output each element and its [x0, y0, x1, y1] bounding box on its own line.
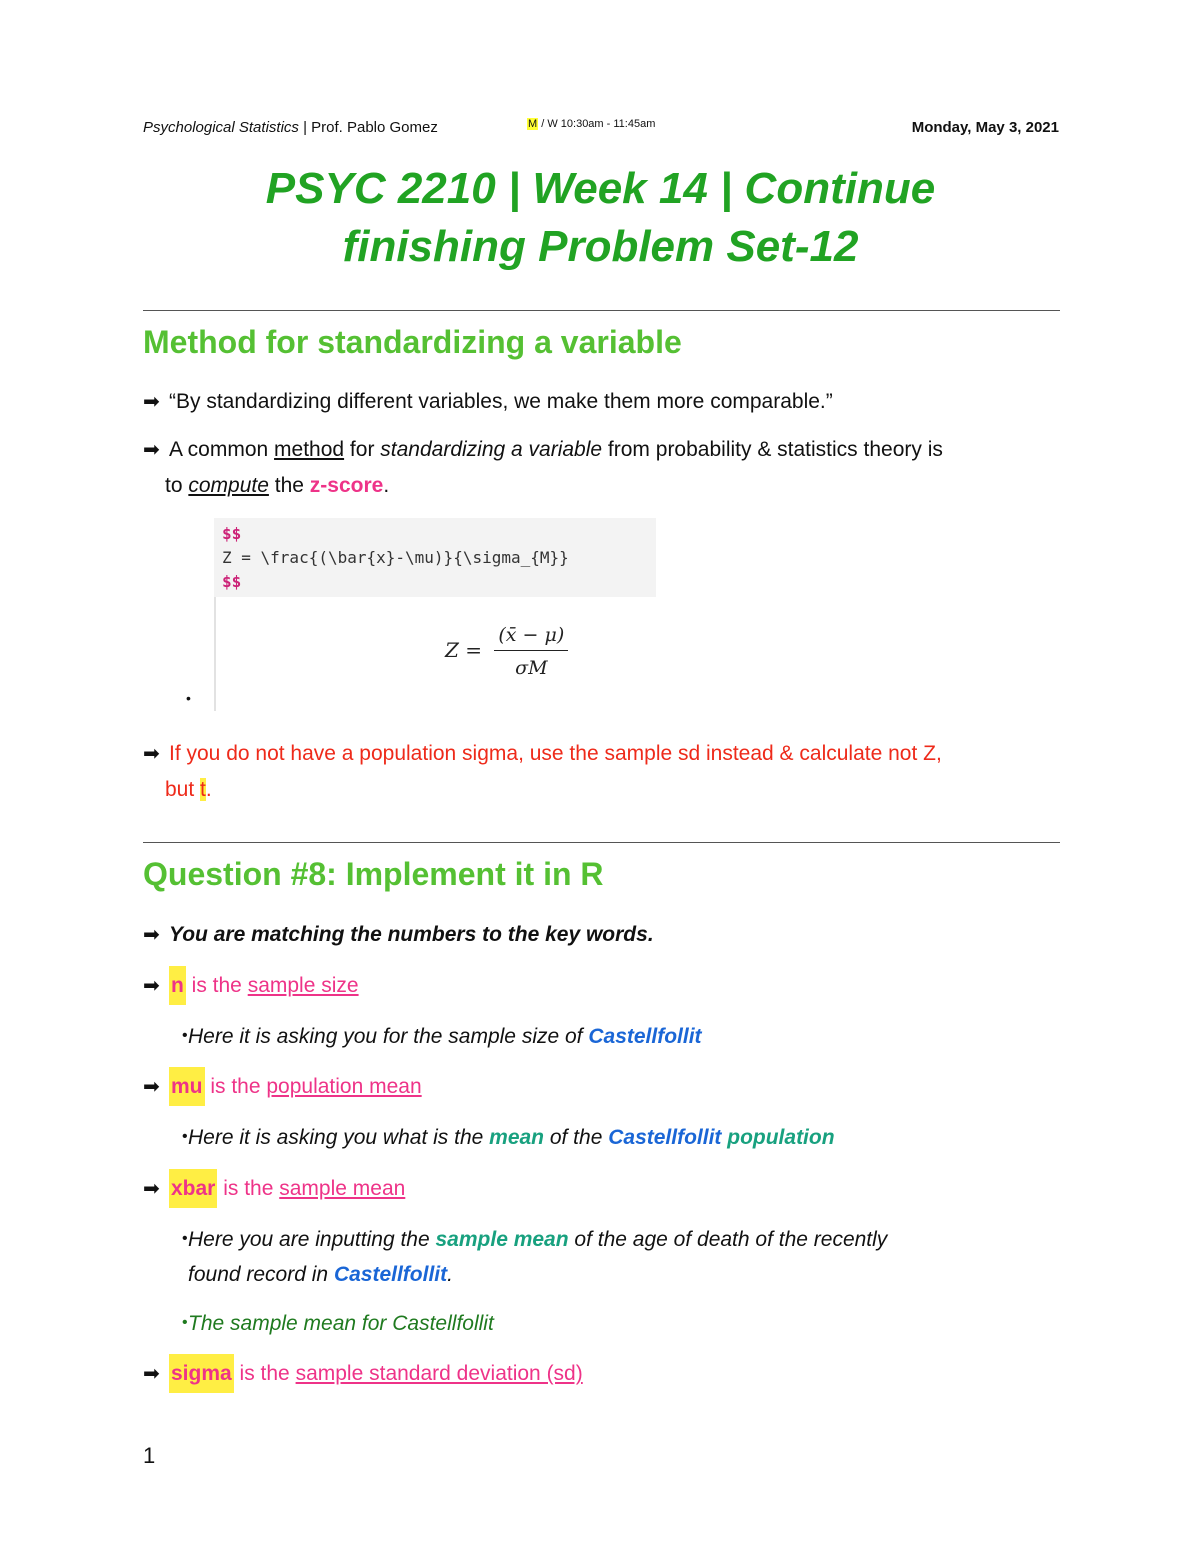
text: is the	[233, 1362, 296, 1385]
text: A common	[169, 438, 275, 461]
z-score-term: z-score	[309, 474, 384, 497]
sub-item-xbar-2	[182, 1306, 1068, 1341]
arrow-icon: ➡	[143, 391, 160, 413]
course-name: Psychological Statistics	[143, 119, 299, 136]
place-name: Castellfollit	[333, 1263, 448, 1286]
math-preview-border	[214, 597, 216, 711]
header-date: Monday, May 3, 2021	[911, 119, 1059, 136]
method-word: method	[274, 438, 345, 461]
text: .	[383, 474, 390, 497]
bullet-icon: •	[182, 1230, 188, 1247]
divider	[143, 842, 1060, 843]
page-number: 1	[143, 1443, 156, 1468]
header-schedule	[527, 118, 655, 130]
quote-paragraph	[143, 384, 1063, 420]
bullet-icon: •	[182, 1128, 188, 1145]
text: but	[165, 778, 201, 801]
mean-term: mean	[489, 1126, 544, 1149]
compute-word: compute	[188, 474, 269, 497]
text: .	[447, 1263, 453, 1286]
place-name: Castellfollit	[588, 1025, 702, 1048]
quote-text: “By standardizing different variables, we make them more comparable.”	[169, 390, 833, 413]
text: Here it is asking you for the sample size of	[188, 1025, 589, 1048]
text: for	[344, 438, 381, 461]
text: to	[165, 474, 189, 497]
text: of the	[544, 1126, 609, 1149]
title-line-1: PSYC 2210 | Week 14 | Continue	[265, 164, 936, 213]
key-word: sigma	[169, 1354, 234, 1393]
arrow-icon: ➡	[143, 975, 160, 997]
key-definition: sample size	[247, 974, 359, 997]
text: the	[268, 474, 310, 497]
schedule-time: / W 10:30am - 11:45am	[538, 118, 656, 130]
key-definition: sample standard deviation (sd)	[295, 1362, 583, 1385]
formula-numerator: (x̄ − μ)	[494, 624, 568, 651]
list-item-sigma	[143, 1356, 1063, 1392]
arrow-icon: ➡	[143, 439, 160, 461]
standardizing-phrase: standardizing a variable	[380, 438, 603, 461]
t-term: t	[200, 778, 206, 801]
key-definition: population mean	[266, 1075, 422, 1098]
method-paragraph	[143, 432, 1063, 503]
title-line-2: finishing Problem Set-12	[342, 222, 859, 271]
divider	[143, 310, 1060, 311]
header-course	[143, 118, 438, 138]
text: from probability & statistics theory is	[602, 438, 943, 461]
text: of the age of death of the recently	[568, 1228, 888, 1251]
page-title	[143, 160, 1058, 276]
z-formula	[445, 624, 568, 679]
arrow-icon: ➡	[143, 1363, 160, 1385]
sub-item-mu	[182, 1120, 1068, 1155]
professor-name: Prof. Pablo Gomez	[311, 119, 438, 136]
arrow-icon: ➡	[143, 1076, 160, 1098]
text: is the	[217, 1177, 280, 1200]
sample-mean-term: sample mean	[435, 1228, 569, 1251]
formula-lhs: Z =	[445, 638, 483, 662]
text: is the	[185, 974, 248, 997]
list-item-mu	[143, 1069, 1063, 1105]
text: found record in	[188, 1263, 334, 1286]
text: The sample mean for Castellfollit	[188, 1312, 494, 1335]
latex-code-block	[214, 518, 656, 597]
population-term: population	[721, 1126, 835, 1149]
arrow-icon: ➡	[143, 1178, 160, 1200]
sub-item-xbar	[182, 1222, 1068, 1292]
key-definition: sample mean	[279, 1177, 406, 1200]
key-word: mu	[169, 1067, 205, 1106]
sigma-note-paragraph	[143, 736, 1063, 807]
bullet-icon: •	[186, 690, 191, 706]
code-line: Z = \frac{(\bar{x}-\mu)}{\sigma_{M}}	[222, 548, 569, 567]
code-line: $$	[222, 572, 242, 591]
text: If you do not have a population sigma, use the sample sd instead & calculate not Z,	[169, 742, 942, 765]
key-word: xbar	[169, 1169, 217, 1208]
sub-item-n	[182, 1019, 1068, 1054]
list-item-n	[143, 968, 1063, 1004]
bullet-icon: •	[182, 1027, 188, 1044]
bullet-icon: •	[182, 1314, 188, 1331]
text: Here it is asking you what is the	[188, 1126, 490, 1149]
text: is the	[204, 1075, 267, 1098]
intro-paragraph	[143, 917, 1063, 953]
key-word: n	[169, 966, 186, 1005]
list-item-xbar	[143, 1171, 1063, 1207]
formula-denominator: σM	[515, 657, 548, 679]
arrow-icon: ➡	[143, 924, 160, 946]
section-heading-method: Method for standardizing a variable	[143, 324, 682, 360]
text: .	[205, 778, 212, 801]
text: Here you are inputting the	[188, 1228, 436, 1251]
arrow-icon: ➡	[143, 743, 160, 765]
place-name: Castellfollit	[608, 1126, 722, 1149]
section-heading-question-8: Question #8: Implement it in R	[143, 856, 604, 892]
schedule-day-highlight: M	[528, 118, 538, 130]
header-separator: |	[298, 119, 312, 136]
code-line: $$	[222, 524, 242, 543]
intro-text: You are matching the numbers to the key words.	[169, 923, 654, 946]
formula-fraction	[494, 624, 568, 679]
